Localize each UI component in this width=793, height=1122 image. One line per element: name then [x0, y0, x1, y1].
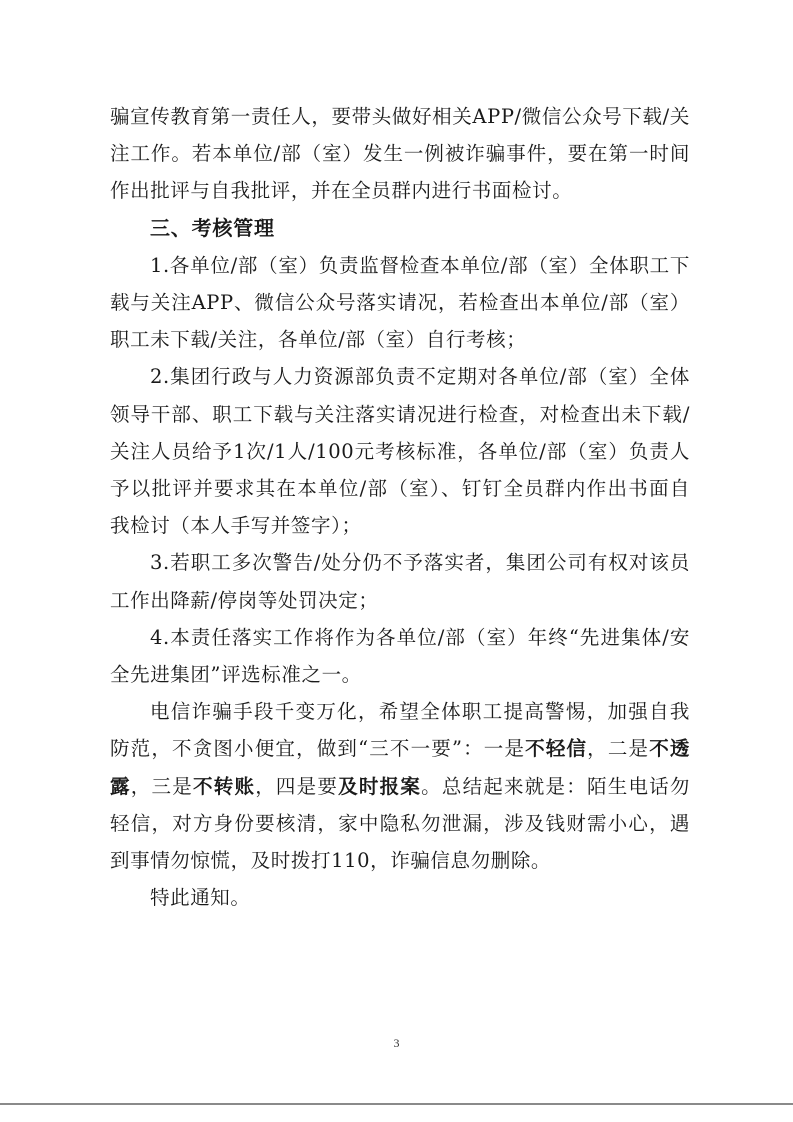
assessment-item-1: 1.各单位/部（室）负责监督检查本单位/部（室）全体职工下载与关注APP、微信公众号落实请况，若检查出本单位/部（室）职工未下载/关注，各单位/部（室）自行考核；: [110, 253, 690, 352]
page-number: 3: [393, 1036, 400, 1050]
assessment-item-2: 2.集团行政与人力资源部负责不定期对各单位/部（室）全体领导干部、职工下载与关注落实请况进行检查，对检查出未下载/关注人员给予1次/1人/100元考核标准，各单位/部（室）负责人予以批评并要求其在本单位/部（室）、钉钉全员群内作出书面自我检讨（本人手写并签字）；: [110, 365, 690, 538]
assessment-item-4: 4.本责任落实工作将作为各单位/部（室）年终“先进集体/安全先进集团”评选标准之一。: [110, 625, 690, 687]
paragraph-notice: 特此通知。: [150, 886, 251, 910]
bold-report-promptly: 及时报案: [338, 774, 422, 798]
closing-text-3: ，三是: [130, 774, 193, 798]
document-body: [110, 98, 690, 916]
closing-text-4: ，四是要: [255, 774, 339, 798]
bottom-rule: [0, 1103, 793, 1105]
closing-text-5: 。总结起来就是：陌生电话勿轻信，对方身份要核清，家中隐私勿泄漏，涉及钱财需小心，遇到事情勿惊慌，及时拨打110，诈骗信息勿删除。: [110, 774, 691, 873]
closing-text-2: ，二是: [587, 737, 650, 761]
section-heading-assessment: 三、考核管理: [150, 215, 275, 240]
bold-do-not-disclose: 不透露: [110, 737, 690, 798]
bold-do-not-transfer: 不转账: [192, 774, 256, 798]
paragraph-responsibility: 骗宣传教育第一责任人，要带头做好相关APP/微信公众号下载/关注工作。若本单位/部（室）发生一例被诈骗事件，要在第一时间作出批评与自我批评，并在全员群内进行书面检讨。: [110, 105, 690, 203]
assessment-item-3: 3.若职工多次警告/处分仍不予落实者，集团公司有权对该员工作出降薪/停岗等处罚决定；: [110, 551, 690, 612]
closing-text-1: 电信诈骗手段千变万化，希望全体职工提高警惕，加强自我防范，不贪图小便宜，做到“三不一要”：一是: [110, 700, 690, 761]
paragraph-fraud-prevention: [110, 693, 690, 879]
bold-do-not-believe: 不轻信: [525, 737, 588, 761]
